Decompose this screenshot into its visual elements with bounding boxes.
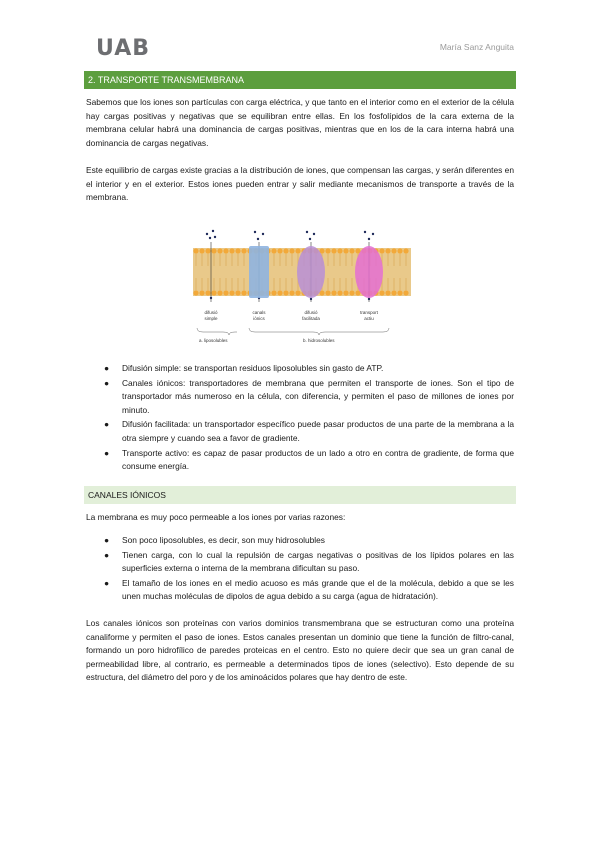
phospholipid-head	[397, 248, 402, 253]
phospholipid-head	[271, 248, 276, 253]
transport-type-item	[86, 447, 514, 474]
phospholipid-head	[397, 290, 402, 295]
reason-item	[86, 549, 514, 576]
phospholipid-head	[349, 248, 354, 253]
ion-channel	[249, 246, 269, 298]
phospholipid-head	[343, 248, 348, 253]
carrier-protein	[297, 246, 325, 298]
label-group-liposolubles: a. liposolubles	[199, 338, 228, 343]
phospholipid-head	[271, 290, 276, 295]
phospholipid-head	[205, 290, 210, 295]
phospholipid-head	[331, 248, 336, 253]
reason-item	[86, 534, 514, 548]
label-ion-channel-1: canals	[252, 310, 266, 315]
label-facilitated-2: facilitada	[302, 316, 320, 321]
phospholipid-head	[223, 248, 228, 253]
phospholipid-head	[235, 290, 240, 295]
phospholipid-head	[199, 290, 204, 295]
reason-text: Son poco liposolubles, es decir, son muy hidrosolubles	[122, 535, 325, 545]
phospholipid-head	[391, 248, 396, 253]
transport-type-text: Difusión facilitada: un transportador específico puede pasar productos de una parte de la membrana a la otra siempre y cuando sea a favor de gradiente.	[122, 419, 514, 443]
subsection-heading: CANALES IÓNICOS	[84, 486, 516, 504]
paragraph-permeability: La membrana es muy poco permeable a los iones por varias razones:	[86, 512, 346, 522]
phospholipid-head	[205, 248, 210, 253]
label-ion-channel-2: iònics	[253, 316, 265, 321]
phospholipid-head	[331, 290, 336, 295]
reason-text: El tamaño de los iones en el medio acuoso es más grande que el de la molécula, debido a que se les unen muchas moléculas de dipolos de agua debido a su carga (agua de hidratación).	[122, 577, 514, 602]
phospholipid-head	[343, 290, 348, 295]
phospholipid-head	[289, 248, 294, 253]
phospholipid-head	[193, 248, 198, 253]
phospholipid-head	[391, 290, 396, 295]
phospholipid-head	[217, 290, 222, 295]
phospholipid-head	[295, 290, 300, 295]
reason-text: Tienen carga, con lo cual la repulsión de cargas negativas o positivas de los lípidos polares en las superficies externa o interna de la membrana dificultan su paso.	[122, 549, 514, 574]
bullet-icon: ●	[104, 377, 110, 388]
label-active-transport-2: actiu	[364, 316, 374, 321]
phospholipid-head	[211, 248, 216, 253]
phospholipid-head	[403, 290, 408, 295]
uab-logo: UAB	[96, 36, 150, 61]
transport-type-text: Transporte activo: es capaz de pasar productos de un lado a otro en contra de gradiente, de forma que consume energía.	[122, 447, 514, 472]
phospholipid-head	[223, 290, 228, 295]
phospholipid-head	[349, 290, 354, 295]
label-group-hydrosolubles: b. hidrosolubles	[303, 338, 335, 343]
bullet-icon: ●	[104, 447, 110, 458]
phospholipid-head	[211, 290, 216, 295]
bullet-icon: ●	[104, 577, 110, 588]
transport-type-item	[86, 377, 514, 418]
phospholipid-head	[199, 248, 204, 253]
phospholipid-head	[277, 248, 282, 253]
phospholipid-head	[229, 290, 234, 295]
bullet-icon: ●	[104, 363, 110, 373]
bullet-icon: ●	[104, 549, 110, 560]
label-simple-diffusion-2: simple	[204, 316, 218, 321]
phospholipid-head	[241, 290, 246, 295]
section-heading: 2. TRANSPORTE TRANSMEMBRANA	[84, 71, 516, 89]
label-simple-diffusion-1: difusió	[204, 310, 218, 315]
bullet-icon: ●	[104, 419, 110, 430]
phospholipid-head	[277, 290, 282, 295]
label-facilitated-1: difusió	[304, 310, 318, 315]
bullet-icon: ●	[104, 535, 110, 545]
author-name: María Sanz Anguita	[439, 42, 514, 52]
phospholipid-head	[283, 290, 288, 295]
phospholipid-head	[403, 248, 408, 253]
phospholipid-head	[217, 248, 222, 253]
phospholipid-head	[337, 248, 342, 253]
phospholipid-head	[229, 248, 234, 253]
membrane-transport-figure	[193, 222, 411, 348]
phospholipid-head	[295, 248, 300, 253]
paragraph-ion-channels: Los canales iónicos son proteínas con varios dominios transmembrana que se estructuran como una proteína canaliforme y permiten el paso de iones. Estos canales presentan un dominio que tiene la función de filtro-canal, formando un poro hidrofílico de paredes proteicas en el centro. Esto no quiere decir que sea un gran canal de permeabilidad libre, al contrario, es permeable a determinados tipos de iones (selectivo). Esto depende de su estructura, del diámetro del poro y de los aminoácidos polares que hay dentro de este.	[86, 618, 514, 683]
phospholipid-head	[193, 290, 198, 295]
transport-types-list	[86, 362, 514, 475]
phospholipid-head	[325, 248, 330, 253]
phospholipid-head	[325, 290, 330, 295]
phospholipid-head	[379, 248, 384, 253]
permeability-reasons-list	[86, 534, 514, 605]
phospholipid-head	[385, 290, 390, 295]
transport-type-item	[86, 362, 514, 376]
reason-item	[86, 577, 514, 604]
paragraph-equilibrium: Este equilibrio de cargas existe gracias a la distribución de iones, que compensan las cargas, y serán diferentes en el interior y en el exterior. Estos iones pueden entrar y salir mediante mecanismos de transporte a través de la membrana.	[86, 165, 514, 203]
paragraph-ions: Sabemos que los iones son partículas con carga eléctrica, y que tanto en el interior como en el exterior de la célula hay cargas positivas y negativas que se equilibran entre ellas. En los fosfolípidos de la cara externa de la membrana celular habrá una dominancia de cargas positivas, mientras que en los de la cara interna habrá una dominancia de cargas negativas.	[86, 97, 514, 148]
phospholipid-head	[289, 290, 294, 295]
phospholipid-head	[379, 290, 384, 295]
pump-protein	[355, 246, 383, 298]
transport-type-item	[86, 418, 514, 445]
phospholipid-head	[241, 248, 246, 253]
transport-type-text: Difusión simple: se transportan residuos liposolubles sin gasto de ATP.	[122, 363, 384, 373]
label-active-transport-1: transport	[360, 310, 378, 315]
phospholipid-head	[283, 248, 288, 253]
phospholipid-head	[337, 290, 342, 295]
phospholipid-head	[235, 248, 240, 253]
phospholipid-head	[385, 248, 390, 253]
transport-type-text: Canales iónicos: transportadores de membrana que permiten el transporte de iones. Son el tipo de transportador más numeroso en la célula, con diferencia, y permiten el paso de millones de iones por minuto.	[122, 377, 514, 415]
